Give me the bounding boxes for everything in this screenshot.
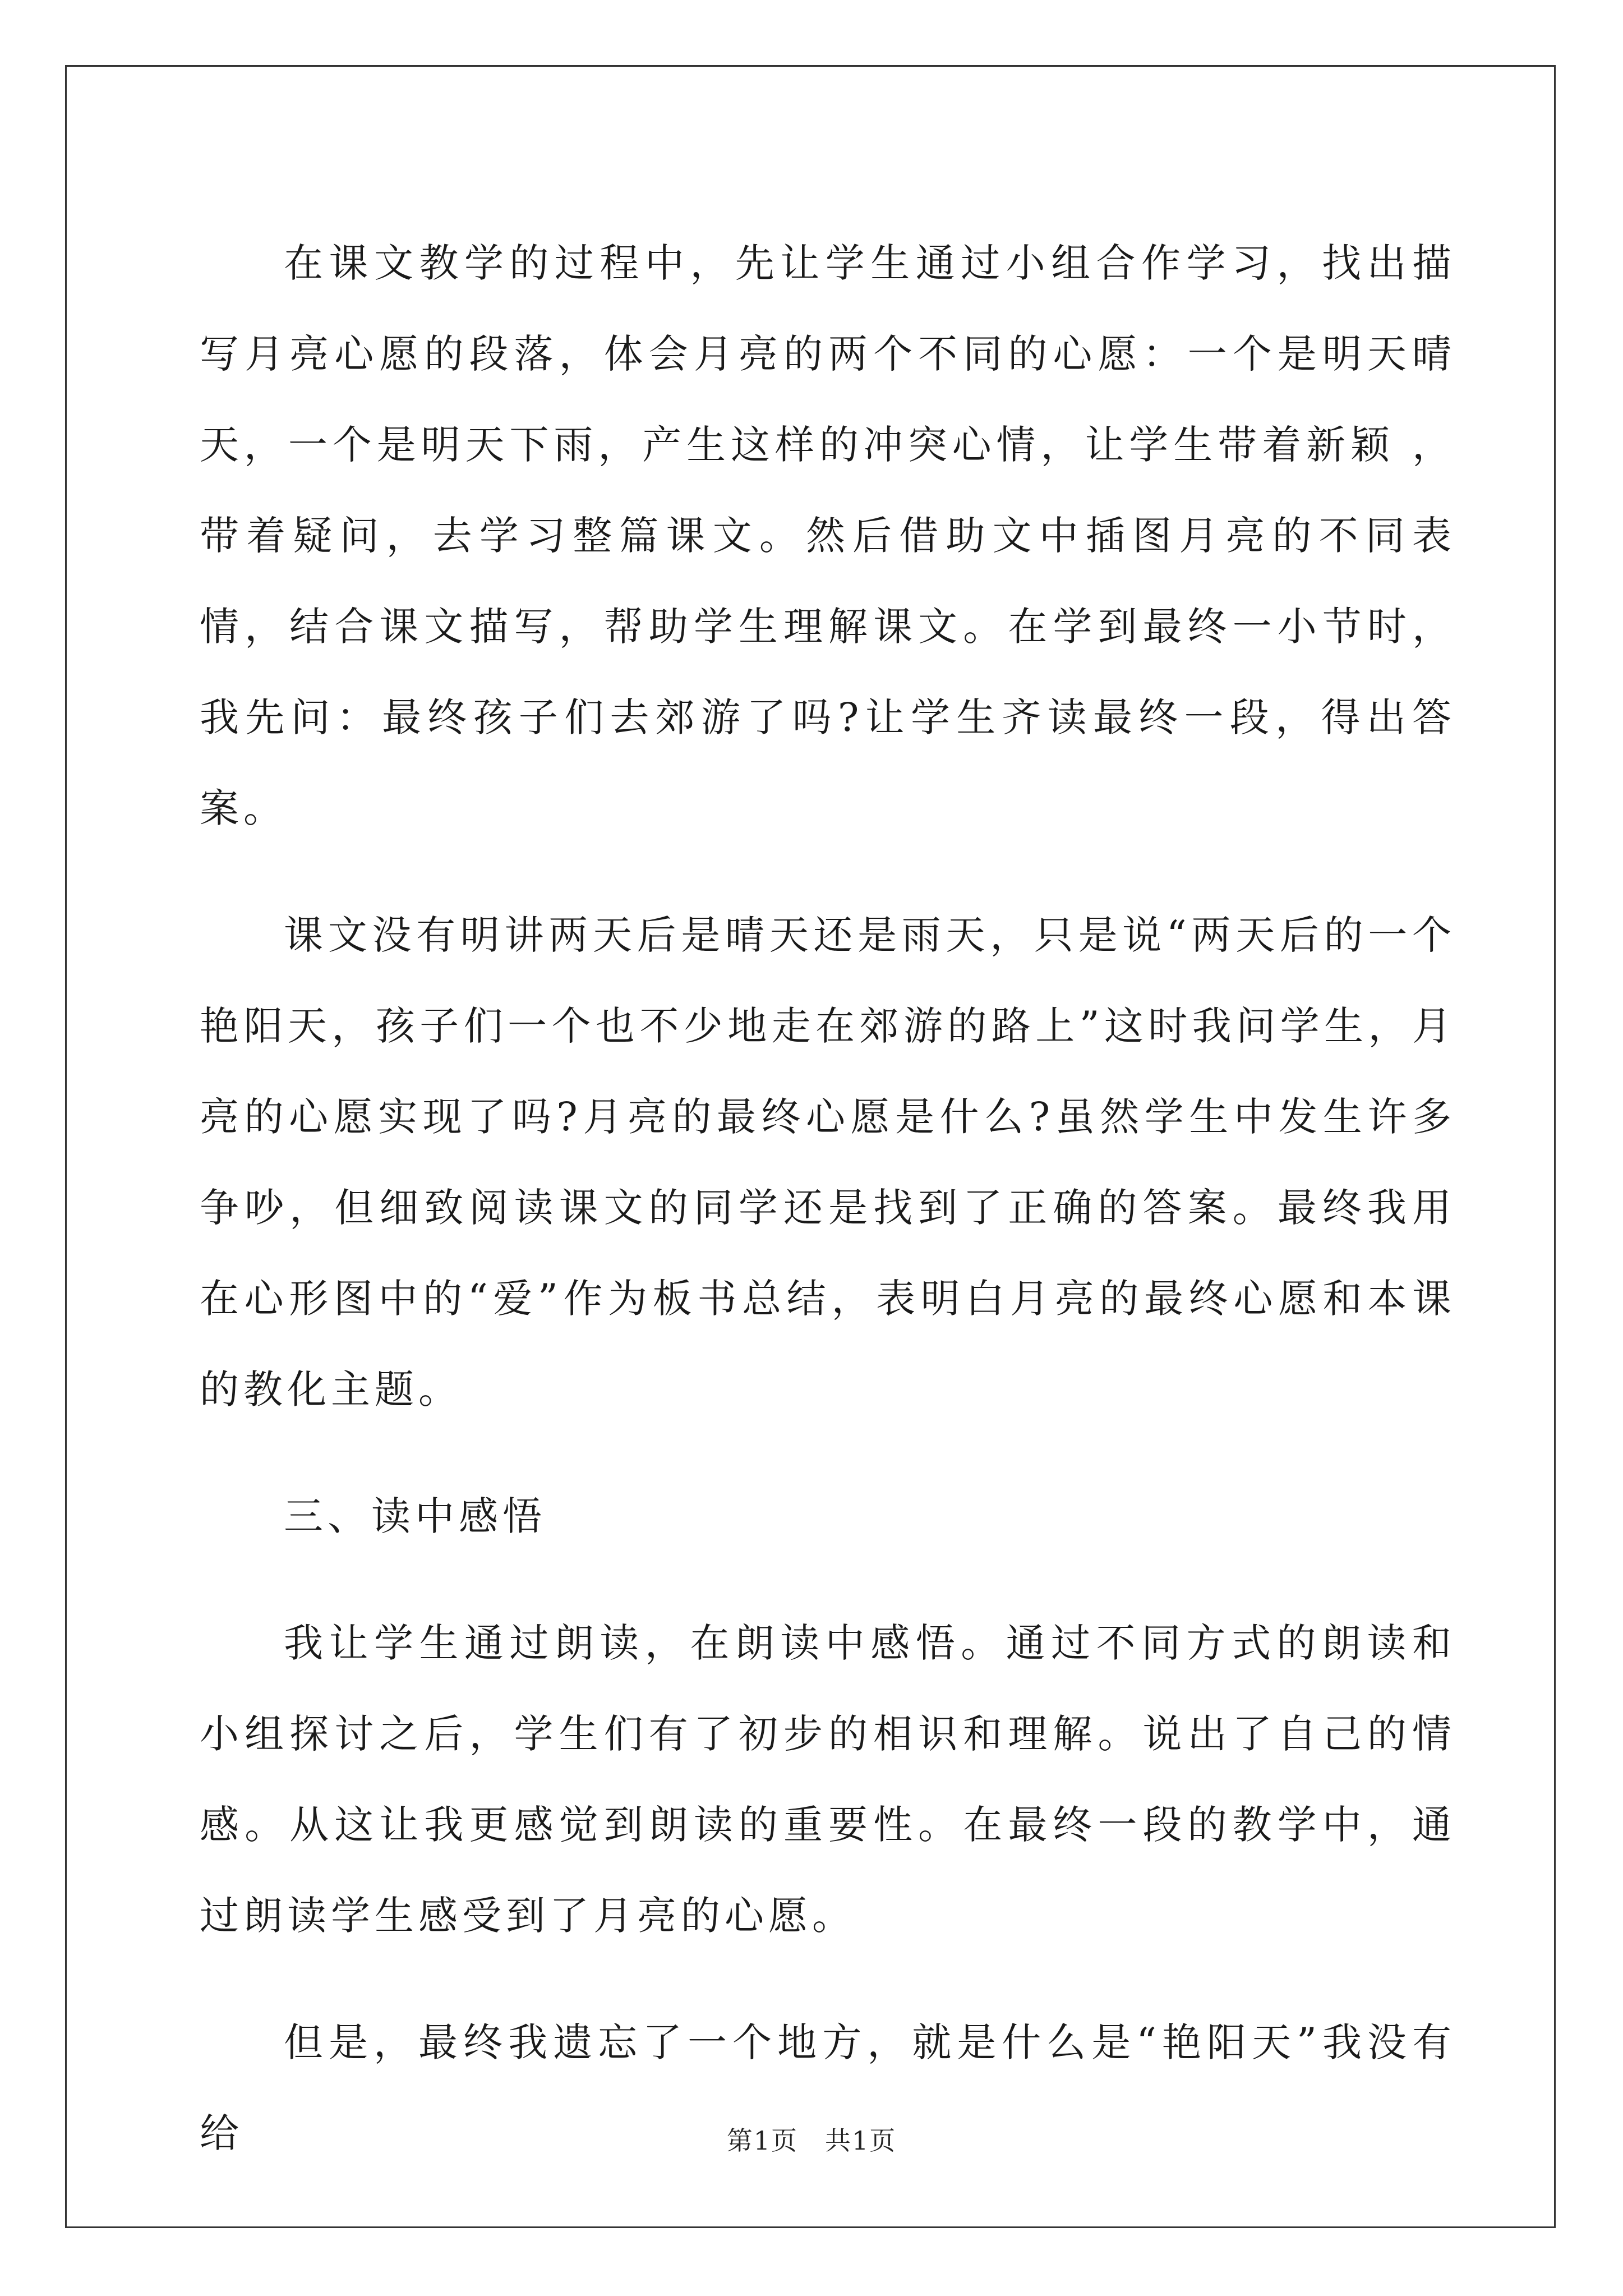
paragraph-1: 在课文教学的过程中，先让学生通过小组合作学习，找出描写月亮心愿的段落，体会月亮的两个不同的心愿：一个是明天晴天，一个是明天下雨，产生这样的冲突心情，让学生带着新颖 ，带着疑问，去学习整篇课文。然后借助文中插图月亮的不同表情，结合课文描写，帮助学生理解课文。在学到最终一小节时，我先问：最终孩子们去郊游了吗?让学生齐读最终一段，得出答案。 bbox=[200, 240, 1456, 831]
document-body bbox=[200, 218, 1456, 2179]
page-number-footer: 第1页 共1页 bbox=[726, 2125, 897, 2156]
paragraph-4: 但是，最终我遗忘了一个地方，就是什么是“艳阳天”我没有给 bbox=[200, 2019, 1456, 2156]
section-heading: 三、读中感悟 bbox=[284, 1493, 546, 1539]
paragraph-3: 我让学生通过朗读，在朗读中感悟。通过不同方式的朗读和小组探讨之后，学生们有了初步的相识和理解。说出了自己的情感。从这让我更感觉到朗读的重要性。在最终一段的教学中，通过朗读学生感受到了月亮的心愿。 bbox=[200, 1620, 1456, 1939]
paragraph-2: 课文没有明讲两天后是晴天还是雨天，只是说“两天后的一个艳阳天，孩子们一个也不少地走在郊游的路上”这时我问学生，月亮的心愿实现了吗?月亮的最终心愿是什么?虽然学生中发生许多争吵，但细致阅读课文的同学还是找到了正确的答案。最终我用在心形图中的“爱”作为板书总结，表明白月亮的最终心愿和本课的教化主题。 bbox=[200, 912, 1456, 1412]
